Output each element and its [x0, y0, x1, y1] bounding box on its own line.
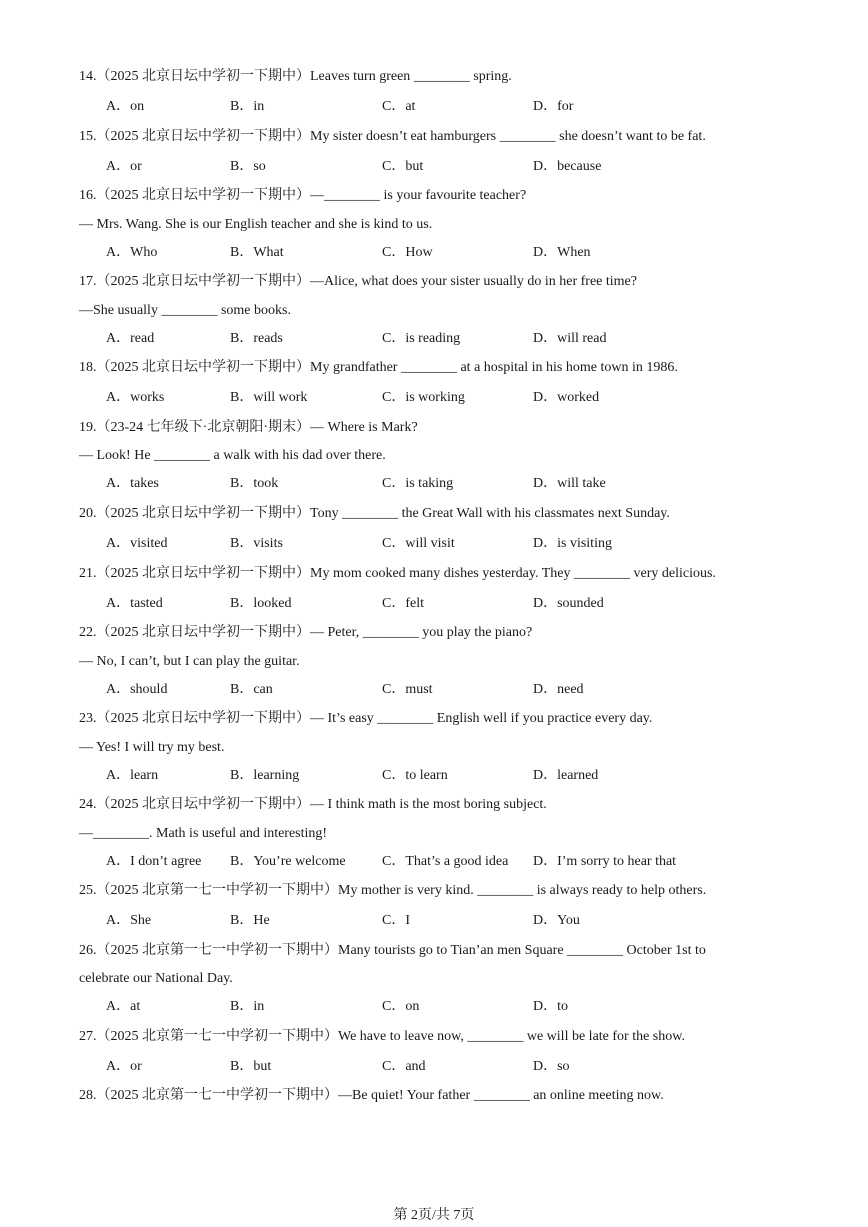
option-d[interactable]: D．is visiting: [533, 536, 612, 551]
option-a[interactable]: A．or: [106, 1059, 142, 1074]
option-a[interactable]: A．on: [106, 99, 145, 114]
option-b[interactable]: B．learning: [230, 768, 300, 783]
question-19-text: 19.（23-24 七年级下·北京朝阳·期末）— Where is Mark?: [79, 420, 418, 435]
option-c[interactable]: C．is working: [382, 390, 465, 405]
question-25-text: 25.（2025 北京第一七一中学初一下期中）My mother is very kind. ________ is always ready to help others.: [79, 883, 707, 898]
option-a[interactable]: A．I don’t agree: [106, 854, 202, 869]
option-c[interactable]: C．at: [382, 99, 416, 114]
question-26-options: [106, 998, 806, 1016]
option-b[interactable]: B．You’re welcome: [230, 854, 346, 869]
option-c[interactable]: C．but: [382, 159, 424, 174]
question-27-options: [106, 1058, 806, 1076]
question-26-continuation: celebrate our National Day.: [79, 971, 233, 986]
option-b[interactable]: B．He: [230, 913, 270, 928]
option-b[interactable]: B．in: [230, 99, 265, 114]
question-17-text: 17.（2025 北京日坛中学初一下期中）—Alice, what does your sister usually do in her free time?: [79, 274, 637, 289]
option-c[interactable]: C．on: [382, 999, 420, 1014]
option-d[interactable]: D．for: [533, 99, 574, 114]
question-23-dialogue: — Yes! I will try my best.: [79, 740, 225, 755]
option-d[interactable]: D．I’m sorry to hear that: [533, 854, 677, 869]
question-28-text: 28.（2025 北京第一七一中学初一下期中）—Be quiet! Your father ________ an online meeting now.: [79, 1088, 664, 1103]
option-a[interactable]: A．Who: [106, 245, 158, 260]
option-b[interactable]: B．so: [230, 159, 266, 174]
option-a[interactable]: A．She: [106, 913, 152, 928]
option-d[interactable]: D．learned: [533, 768, 599, 783]
option-a[interactable]: A．tasted: [106, 596, 163, 611]
question-23-text: 23.（2025 北京日坛中学初一下期中）— It’s easy ________ English well if you practice every day.: [79, 711, 653, 726]
question-20-options: [106, 535, 806, 553]
question-19-dialogue: — Look! He ________ a walk with his dad over there.: [79, 448, 386, 463]
option-c[interactable]: C．How: [382, 245, 433, 260]
option-b[interactable]: B．will work: [230, 390, 308, 405]
page-number: 第 2页/共 7页: [393, 1208, 475, 1223]
option-a[interactable]: A．visited: [106, 536, 168, 551]
option-c[interactable]: C．is taking: [382, 476, 454, 491]
option-d[interactable]: D．need: [533, 682, 584, 697]
option-d[interactable]: D．You: [533, 913, 580, 928]
question-21-options: [106, 595, 806, 613]
question-14-text: 14.（2025 北京日坛中学初一下期中）Leaves turn green ________ spring.: [79, 69, 512, 84]
option-d[interactable]: D．will take: [533, 476, 606, 491]
question-16-options: [106, 244, 806, 262]
option-b[interactable]: B．visits: [230, 536, 283, 551]
option-c[interactable]: C．to learn: [382, 768, 448, 783]
option-a[interactable]: A．or: [106, 159, 142, 174]
question-19-options: [106, 475, 806, 493]
option-b[interactable]: B．in: [230, 999, 265, 1014]
question-16-dialogue: — Mrs. Wang. She is our English teacher and she is kind to us.: [79, 217, 433, 232]
option-b[interactable]: B．took: [230, 476, 279, 491]
option-b[interactable]: B．looked: [230, 596, 292, 611]
question-23-options: [106, 767, 806, 785]
question-17-dialogue: —She usually ________ some books.: [79, 303, 291, 318]
option-a[interactable]: A．takes: [106, 476, 159, 491]
question-24-dialogue: —________. Math is useful and interesting!: [79, 826, 328, 841]
option-b[interactable]: B．What: [230, 245, 284, 260]
option-d[interactable]: D．to: [533, 999, 568, 1014]
question-22-dialogue: — No, I can’t, but I can play the guitar.: [79, 654, 300, 669]
option-d[interactable]: D．sounded: [533, 596, 604, 611]
option-b[interactable]: B．reads: [230, 331, 283, 346]
option-d[interactable]: D．will read: [533, 331, 607, 346]
option-c[interactable]: C．I: [382, 913, 410, 928]
option-c[interactable]: C．felt: [382, 596, 424, 611]
question-24-text: 24.（2025 北京日坛中学初一下期中）— I think math is the most boring subject.: [79, 797, 547, 812]
question-25-options: [106, 912, 806, 930]
question-26-text: 26.（2025 北京第一七一中学初一下期中）Many tourists go to Tian’an men Square ________ October 1st to: [79, 943, 706, 958]
question-22-text: 22.（2025 北京日坛中学初一下期中）— Peter, ________ you play the piano?: [79, 625, 533, 640]
option-a[interactable]: A．learn: [106, 768, 159, 783]
option-d[interactable]: D．worked: [533, 390, 600, 405]
option-a[interactable]: A．should: [106, 682, 168, 697]
option-a[interactable]: A．at: [106, 999, 141, 1014]
question-27-text: 27.（2025 北京第一七一中学初一下期中）We have to leave now, ________ we will be late for the show.: [79, 1029, 685, 1044]
option-d[interactable]: D．so: [533, 1059, 570, 1074]
option-c[interactable]: C．and: [382, 1059, 426, 1074]
option-a[interactable]: A．works: [106, 390, 165, 405]
question-18-options: [106, 389, 806, 407]
question-22-options: [106, 681, 806, 699]
option-d[interactable]: D．because: [533, 159, 602, 174]
option-c[interactable]: C．That’s a good idea: [382, 854, 509, 869]
question-16-text: 16.（2025 北京日坛中学初一下期中）—________ is your favourite teacher?: [79, 188, 527, 203]
question-20-text: 20.（2025 北京日坛中学初一下期中）Tony ________ the Great Wall with his classmates next Sunday.: [79, 506, 670, 521]
option-c[interactable]: C．must: [382, 682, 433, 697]
question-24-options: [106, 853, 806, 871]
option-d[interactable]: D．When: [533, 245, 591, 260]
question-21-text: 21.（2025 北京日坛中学初一下期中）My mom cooked many dishes yesterday. They ________ very delicious.: [79, 566, 716, 581]
question-18-text: 18.（2025 北京日坛中学初一下期中）My grandfather ________ at a hospital in his home town in 1986.: [79, 360, 678, 375]
option-b[interactable]: B．but: [230, 1059, 272, 1074]
question-15-text: 15.（2025 北京日坛中学初一下期中）My sister doesn’t eat hamburgers ________ she doesn’t want to be fat.: [79, 129, 706, 144]
option-c[interactable]: C．is reading: [382, 331, 461, 346]
option-a[interactable]: A．read: [106, 331, 155, 346]
question-14-options: [106, 98, 806, 116]
question-15-options: [106, 158, 806, 176]
option-c[interactable]: C．will visit: [382, 536, 455, 551]
question-17-options: [106, 330, 806, 348]
option-b[interactable]: B．can: [230, 682, 273, 697]
